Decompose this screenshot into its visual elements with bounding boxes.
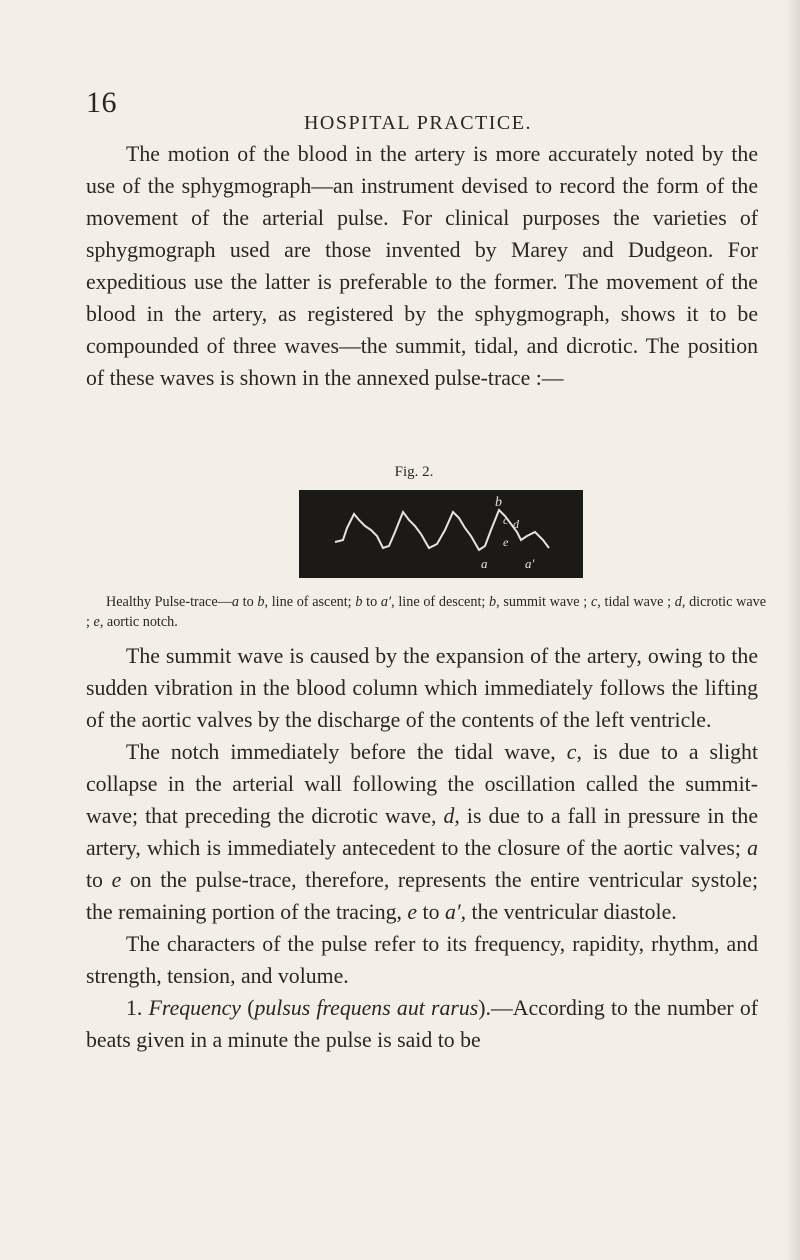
caption-c: c	[590, 594, 598, 610]
figure-letter-c: c	[503, 513, 509, 527]
caption-t6: , tidal wave ;	[597, 594, 675, 610]
frequency-term: Frequency	[148, 996, 241, 1020]
caption-b1: b	[257, 594, 265, 610]
caption-b2: b	[355, 594, 363, 610]
body-text-bottom	[86, 640, 758, 1056]
paragraph-sphygmograph: The motion of the blood in the artery is more accurately noted by the use of the sphygmograph—an instrument devised to record the form of the movement of the arterial pulse. For clinical purposes the varieties of sphygmograph used are those invented by Marey and Dudgeon. For expeditious use the latter is preferable to the former. The movement of the blood in the artery, as registered by the sphygmograph, shows it to be compounded of three waves—the summit, tidal, and dicrotic. The position of these waves is shown in the annexed pulse-trace :—	[86, 142, 758, 390]
paragraph-summit-wave: The summit wave is caused by the expansion of the artery, owing to the sudden vibration in the blood column which immediately follows the lifting of the aortic valves by the discharge of the contents of the left ventricle.	[86, 644, 758, 732]
figure-letter-d: d	[513, 517, 519, 531]
pulse-trace-figure	[299, 490, 583, 578]
pulse-trace-svg	[299, 490, 583, 578]
notch-t6: to	[417, 900, 445, 924]
caption-t2: , line of ascent;	[264, 594, 356, 610]
caption-lead: Healthy Pulse-trace—	[106, 594, 232, 610]
caption-t1: to	[238, 594, 258, 610]
figure-letter-b: b	[495, 495, 502, 510]
caption-e: e	[93, 614, 100, 630]
notch-a: a	[747, 836, 758, 860]
notch-t2: , is due to a slight collapse in the arterial wall following the oscillation called the summit-wave; that preceding the dicrotic wave,	[86, 740, 759, 828]
notch-t7: , the ventricular diastole.	[460, 900, 677, 924]
running-head: HOSPITAL PRACTICE.	[303, 112, 532, 134]
notch-c: c	[566, 740, 577, 764]
paragraph-characters: The characters of the pulse refer to its frequency, rapidity, rhythm, and strength, tension, and volume.	[86, 932, 758, 988]
caption-t4: , line of descent;	[391, 594, 490, 610]
caption-d: d	[674, 594, 682, 610]
frequency-t1: (	[240, 996, 255, 1020]
body-text-top	[86, 138, 758, 394]
page-edge-shadow	[786, 0, 800, 1260]
figure-letter-a-prime: a′	[525, 556, 535, 571]
figure-caption	[86, 592, 766, 632]
page-number: 16	[86, 86, 117, 119]
notch-a2: a′	[444, 900, 461, 924]
figure-letter-a: a	[481, 556, 488, 571]
notch-d: d	[443, 804, 455, 828]
figure-letter-e: e	[503, 535, 509, 549]
notch-e2: e	[407, 900, 418, 924]
notch-t1: The notch immediately before the tidal wave,	[126, 740, 567, 764]
caption-a2: a′	[380, 594, 392, 610]
notch-t5: on the pulse-trace, therefore, represents the entire ventricular systole; the remaining portion of the tracing,	[86, 868, 758, 924]
frequency-number: 1.	[126, 996, 149, 1020]
figure-background	[299, 490, 583, 578]
caption-t7: , dicrotic wave ;	[86, 594, 767, 630]
frequency-latin: pulsus frequens aut rarus	[254, 996, 479, 1020]
figure-label: Fig. 2.	[394, 464, 434, 480]
paragraph-notch	[86, 736, 758, 928]
caption-t3: to	[362, 594, 381, 610]
paragraph-frequency	[86, 992, 758, 1056]
caption-t5: , summit wave ;	[496, 594, 591, 610]
notch-t4: to	[86, 868, 112, 892]
caption-t8: , aortic notch.	[99, 614, 178, 630]
caption-a: a	[231, 594, 239, 610]
notch-e: e	[111, 868, 122, 892]
notch-t3: , is due to a fall in pressure in the artery, which is immediately antecedent to the closure of the aortic valves;	[86, 804, 758, 860]
frequency-t2: ).—According to the number of beats given in a minute the pulse is said to be	[86, 996, 759, 1052]
caption-b3: b	[489, 594, 497, 610]
